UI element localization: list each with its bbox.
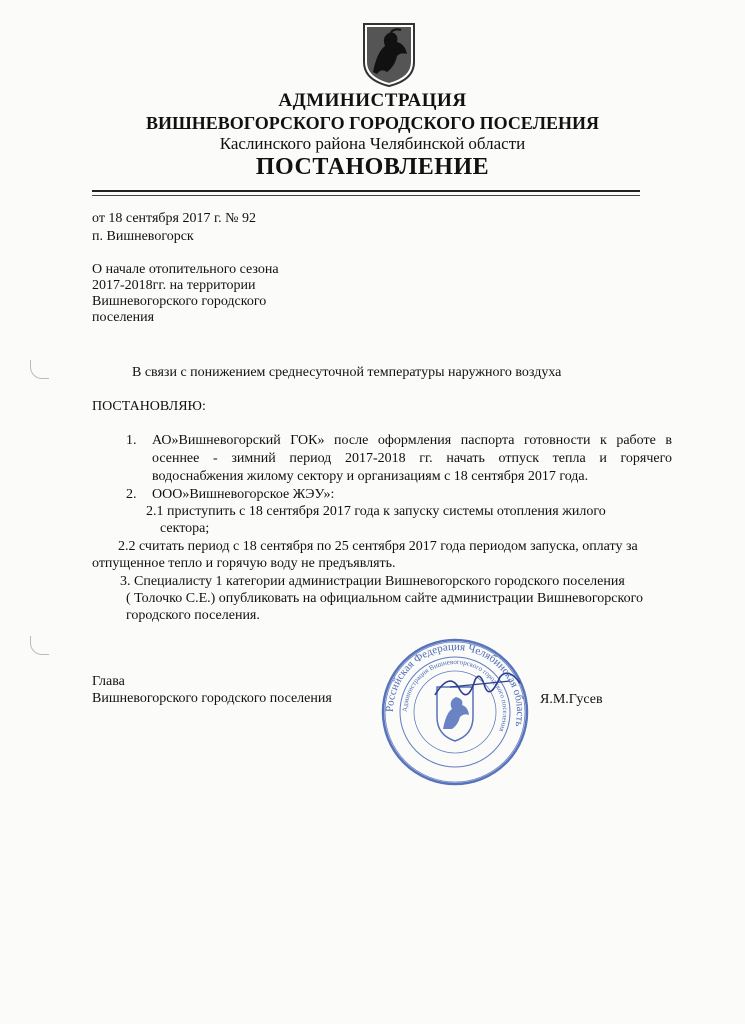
signatory-title: Глава	[92, 674, 125, 689]
header-district: Каслинского района Челябинской области	[219, 134, 526, 153]
item3-line: городского поселения.	[126, 608, 260, 623]
item2-text: ООО»Вишневогорское ЖЭУ»:	[152, 487, 335, 502]
item22-line: 2.2 считать период с 18 сентября по 25 сентября 2017 года периодом запуска, оплату за	[118, 539, 638, 554]
place: п. Вишневогорск	[92, 229, 194, 244]
coat-of-arms-emblem	[361, 22, 417, 88]
punch-hole-mark	[30, 636, 49, 655]
item21-line: сектора;	[160, 521, 210, 536]
header-divider-thick	[92, 190, 640, 192]
subject-line: 2017-2018гг. на территории	[92, 278, 256, 293]
item1-line: осеннее - зимний период 2017-2018 гг. начать отпуск тепла и горячего	[152, 451, 672, 466]
stamp-inner-text: Администрация Вишневогорского городского поселения	[400, 657, 510, 733]
header-administration: АДМИНИСТРАЦИЯ	[278, 90, 467, 111]
official-stamp	[380, 637, 530, 787]
preamble: В связи с понижением среднесуточной температуры наружного воздуха	[132, 365, 562, 380]
header-divider-thin	[92, 195, 640, 196]
item3-line: ( Толочко С.Е.) опубликовать на официальном сайте администрации Вишневогорского	[126, 591, 643, 606]
item1-line: водоснабжения жилому сектору и организациям с 18 сентября 2017 года.	[152, 469, 589, 484]
subject-line: поселения	[92, 310, 155, 325]
document-type-title: ПОСТАНОВЛЕНИЕ	[255, 154, 490, 180]
item-number: 2.	[126, 487, 137, 502]
handwritten-signature	[430, 665, 530, 705]
item1-line: АО»Вишневогорский ГОК» после оформления паспорта готовности к работе в	[152, 433, 672, 448]
header-settlement: ВИШНЕВОГОРСКОГО ГОРОДСКОГО ПОСЕЛЕНИЯ	[145, 113, 599, 133]
item22-line: отпущенное тепло и горячую воду не предъявлять.	[92, 556, 396, 571]
decree-word: ПОСТАНОВЛЯЮ:	[92, 399, 206, 414]
item21-line: 2.1 приступить с 18 сентября 2017 года к запуску системы отопления жилого	[146, 504, 606, 519]
date-number: от 18 сентября 2017 г. № 92	[92, 211, 256, 226]
item3-line: 3. Специалисту 1 категории администрации Вишневогорского городского поселения	[120, 574, 625, 589]
item-number: 1.	[126, 433, 137, 448]
punch-hole-mark	[30, 360, 49, 379]
stamp-outer-text: Российская Федерация Челябинская область	[383, 640, 527, 728]
subject-line: Вишневогорского городского	[92, 294, 267, 309]
signatory-title: Вишневогорского городского поселения	[92, 691, 332, 706]
signatory-name: Я.М.Гусев	[540, 692, 603, 707]
subject-line: О начале отопительного сезона	[92, 262, 279, 277]
